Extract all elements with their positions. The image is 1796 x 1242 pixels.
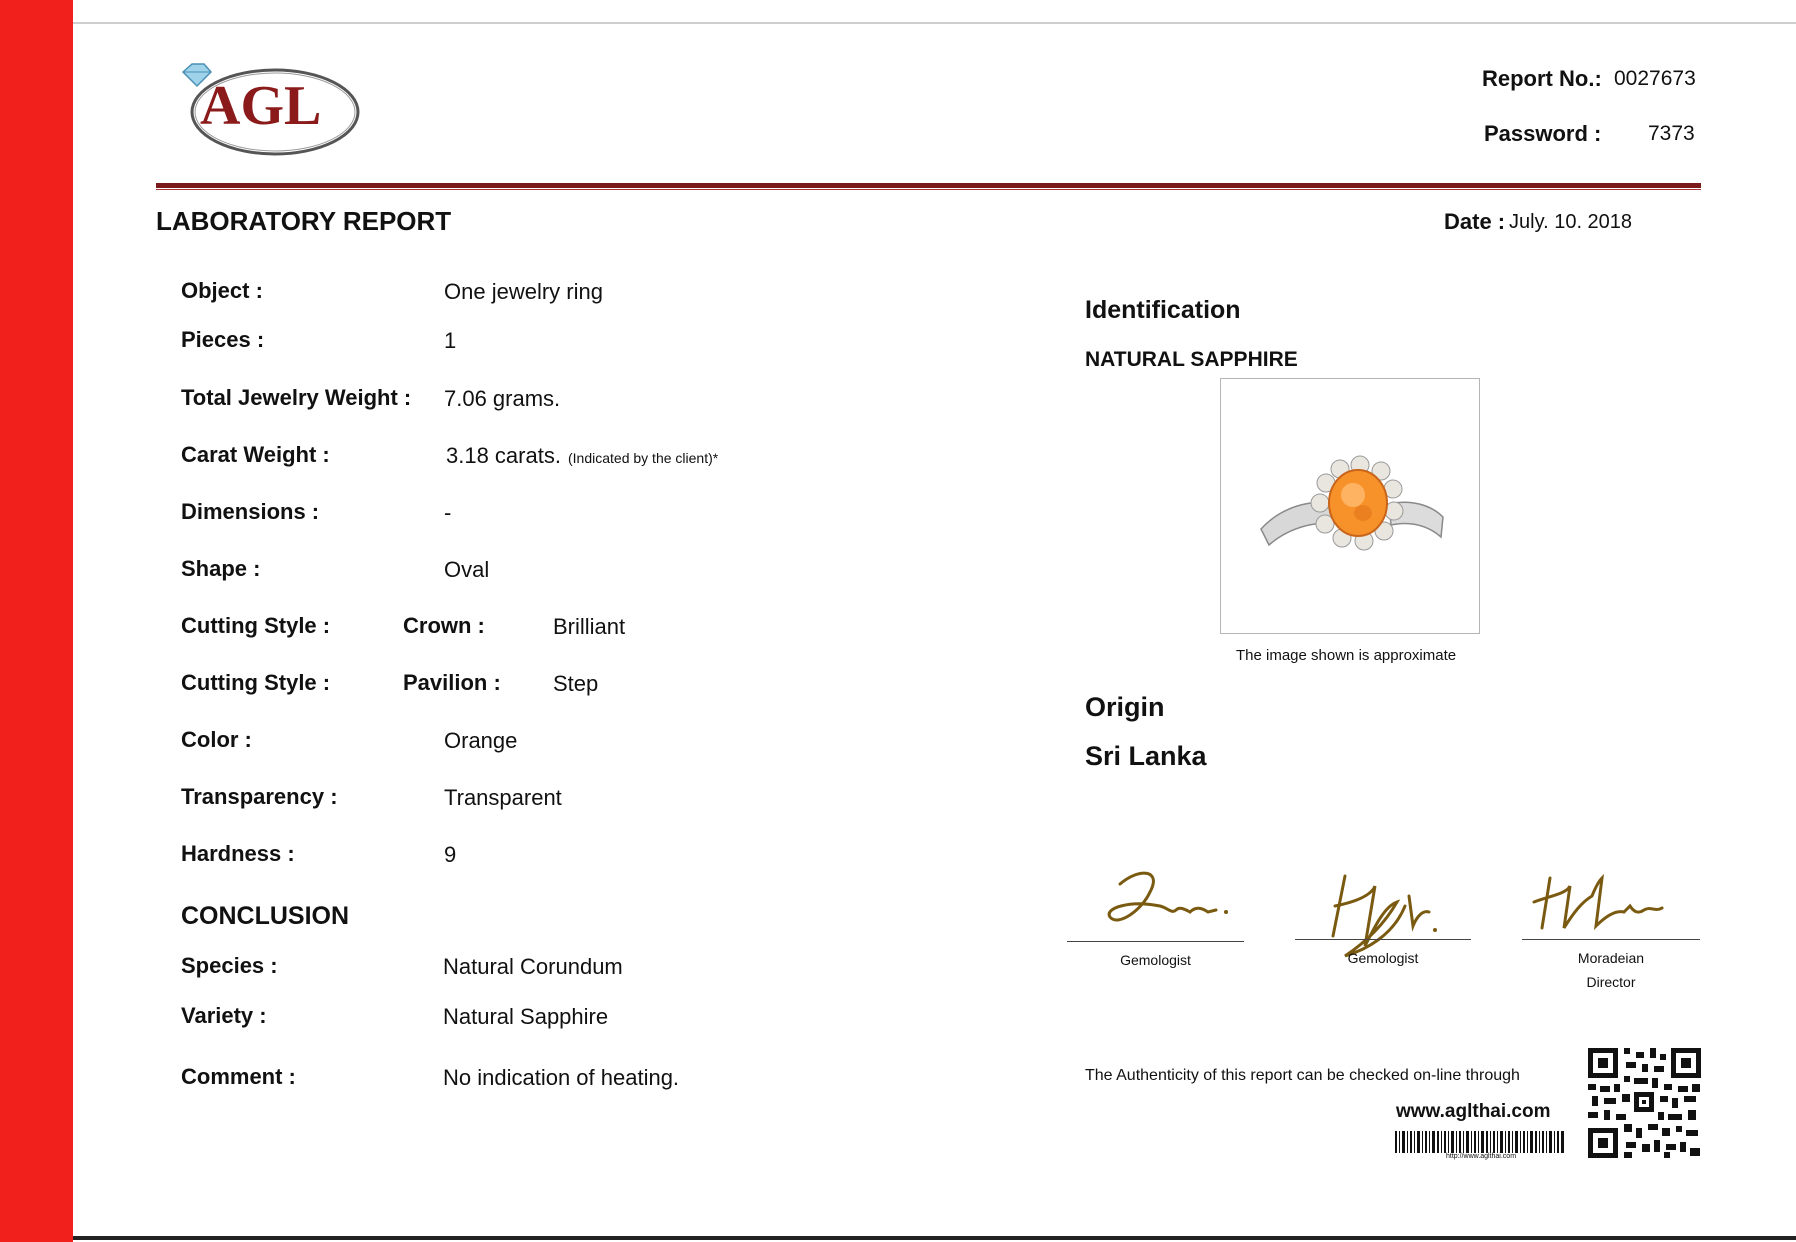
signature-line-1 xyxy=(1067,941,1244,942)
agl-logo xyxy=(180,58,365,160)
logo-text: AGL xyxy=(200,75,322,137)
carat-weight-note: (Indicated by the client)* xyxy=(568,450,719,466)
password-label: Password : xyxy=(1484,121,1602,146)
dimensions-label: Dimensions : xyxy=(181,499,320,524)
object-label: Object : xyxy=(181,278,263,303)
object-value: One jewelry ring xyxy=(444,279,603,304)
qr-code[interactable] xyxy=(1588,1048,1701,1158)
cutting-style-label-crown: Cutting Style : xyxy=(181,613,331,638)
signature-caption-3: Moradeian xyxy=(1577,950,1645,966)
ring-photo xyxy=(1220,378,1480,634)
top-border xyxy=(73,22,1796,24)
report-no-value: 0027673 xyxy=(1614,67,1696,90)
total-weight-label: Total Jewelry Weight : xyxy=(181,385,412,410)
origin-value: Sri Lanka xyxy=(1085,741,1207,771)
identification-value: NATURAL SAPPHIRE xyxy=(1085,348,1298,371)
password-value: 7373 xyxy=(1648,122,1695,145)
variety-label: Variety : xyxy=(181,1003,267,1028)
date-value: July. 10. 2018 xyxy=(1509,211,1633,233)
signature-line-3 xyxy=(1522,939,1700,940)
identification-heading: Identification xyxy=(1085,296,1241,324)
header-rule-thin xyxy=(156,189,1701,190)
bottom-border xyxy=(73,1236,1796,1240)
signature-3 xyxy=(1520,866,1680,941)
variety-value: Natural Sapphire xyxy=(443,1004,609,1029)
comment-label: Comment : xyxy=(181,1064,296,1089)
color-value: Orange xyxy=(444,728,518,753)
crown-label: Crown : xyxy=(403,613,485,638)
signature-caption-1: Gemologist xyxy=(1120,952,1191,968)
pieces-value: 1 xyxy=(444,328,457,353)
conclusion-heading: CONCLUSION xyxy=(181,902,350,930)
website-link[interactable]: www.aglthai.com xyxy=(1396,1101,1551,1122)
report-title: LABORATORY REPORT xyxy=(156,206,452,236)
cutting-style-label-pavilion: Cutting Style : xyxy=(181,670,331,695)
total-weight-value: 7.06 grams. xyxy=(444,386,561,411)
pieces-label: Pieces : xyxy=(181,327,265,352)
signature-caption-3b: Director xyxy=(1586,974,1636,990)
pavilion-label: Pavilion : xyxy=(403,670,501,695)
transparency-value: Transparent xyxy=(444,785,562,810)
hardness-label: Hardness : xyxy=(181,841,295,866)
barcode xyxy=(1395,1131,1565,1153)
date-label: Date : xyxy=(1444,209,1506,234)
carat-weight-value: 3.18 carats. xyxy=(446,443,561,468)
header-rule xyxy=(156,183,1701,188)
dimensions-value: - xyxy=(444,500,452,525)
comment-value: No indication of heating. xyxy=(443,1065,680,1090)
shape-value: Oval xyxy=(444,557,490,582)
hardness-value: 9 xyxy=(444,842,457,867)
authenticity-text: The Authenticity of this report can be checked on-line through xyxy=(1085,1067,1520,1084)
signature-1 xyxy=(1090,862,1240,942)
image-caption: The image shown is approximate xyxy=(1236,647,1457,664)
crown-value: Brilliant xyxy=(553,614,626,639)
carat-weight-label: Carat Weight : xyxy=(181,442,330,467)
species-label: Species : xyxy=(181,953,278,978)
signature-caption-2: Gemologist xyxy=(1347,950,1419,966)
color-label: Color : xyxy=(181,727,252,752)
report-no-label: Report No.: xyxy=(1482,66,1602,91)
transparency-label: Transparency : xyxy=(181,784,338,809)
species-value: Natural Corundum xyxy=(443,954,623,979)
shape-label: Shape : xyxy=(181,556,261,581)
red-side-strip xyxy=(0,0,73,1242)
origin-heading: Origin xyxy=(1085,692,1165,722)
barcode-caption: http://www.aglthai.com xyxy=(1446,1153,1517,1160)
pavilion-value: Step xyxy=(553,671,599,696)
signature-line-2 xyxy=(1295,939,1471,940)
